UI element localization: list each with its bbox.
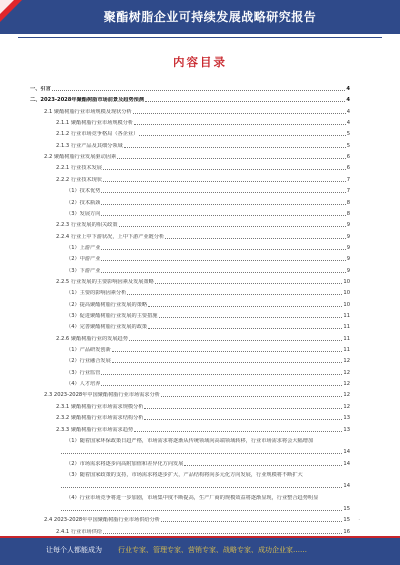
toc-page-number: 8 xyxy=(346,210,350,217)
toc-entry[interactable] xyxy=(56,165,350,171)
toc-entry[interactable] xyxy=(44,154,350,160)
toc-page-number: 12 xyxy=(343,358,350,365)
toc-leader-dots xyxy=(144,408,342,409)
toc-entry-text: （2）市场需求将逐步向高附加值和差异化方向发展 xyxy=(66,460,184,467)
toc-entry[interactable] xyxy=(44,109,350,115)
toc-entry-text: （4）人才培养 xyxy=(66,381,101,388)
white-corner-accent xyxy=(0,0,14,14)
toc-page-number: 9 xyxy=(346,267,350,274)
toc-entry[interactable] xyxy=(66,324,350,330)
toc-page-number: 11 xyxy=(343,313,350,319)
toc-entry[interactable] xyxy=(56,143,350,149)
toc-page-number: 12 xyxy=(343,369,350,376)
toc-entry[interactable] xyxy=(66,188,350,194)
footer-bar xyxy=(0,536,400,565)
toc-leader-dots xyxy=(124,147,346,148)
toc-page-number: 13 xyxy=(343,415,350,422)
toc-page-number: 14 xyxy=(343,449,350,456)
toc-entry-text: （3）随着国家政策的支持，市场需求将逐步扩大，产品结构将向多元化方向发展，行业规模将不断扩大 xyxy=(66,471,303,478)
toc-entry-text: （2）中游产业 xyxy=(66,256,101,263)
toc-leader-dots xyxy=(155,283,343,284)
toc-entry[interactable] xyxy=(66,347,350,353)
toc-page-number: 9 xyxy=(346,222,350,229)
toc-entry-text: （2）行业融合发展 xyxy=(66,358,111,365)
toc-entry[interactable] xyxy=(56,131,350,137)
toc-leader-dots xyxy=(103,169,346,170)
toc-leader-dots xyxy=(144,419,342,420)
toc-page-number: 11 xyxy=(343,324,350,331)
toc-page-number: 4 xyxy=(346,108,350,115)
toc-page-number: 15 xyxy=(343,505,350,512)
toc-entry-text: （4）行业市场竞争将进一步加剧，市场集中度不断提高，生产厂商的规模效益将逐渐显现，行业整合趋势明显 xyxy=(66,494,319,501)
toc-entry-text: 2.2.4 行业上中下游状况，上中下游产业链分析 xyxy=(56,233,165,240)
toc-leader-dots xyxy=(101,249,345,250)
toc-entry-text: 2.3.1 聚酯树脂行业市场需求规模分析 xyxy=(56,403,144,410)
header-divider xyxy=(18,37,382,38)
toc-entry[interactable] xyxy=(56,415,350,421)
toc-entry[interactable] xyxy=(60,483,350,489)
toc-entry[interactable] xyxy=(56,177,350,183)
toc-page-number: 4 xyxy=(346,86,350,92)
toc-page-number: 7 xyxy=(346,188,350,195)
toc-page-number: 7 xyxy=(346,176,350,183)
toc-leader-dots xyxy=(133,113,346,114)
toc-leader-dots xyxy=(117,158,346,159)
toc-entry[interactable] xyxy=(56,404,350,410)
toc-leader-dots xyxy=(165,238,345,239)
toc-leader-dots xyxy=(101,385,342,386)
toc-page-number: 10 xyxy=(343,290,350,297)
toc-entry-text: 2.2 聚酯树脂行业发展驱动因素 xyxy=(44,154,117,161)
toc-entry-text: 2.4.1 行业市场供给 xyxy=(56,528,102,535)
toc-page-number: 15 xyxy=(343,517,350,524)
toc-page-number: 13 xyxy=(343,426,350,433)
toc-entry[interactable] xyxy=(66,381,350,387)
toc-page-number: 16 xyxy=(343,528,350,535)
toc-entry[interactable] xyxy=(66,358,350,364)
toc-entry-text: 2.2.1 行业技术发展 xyxy=(56,165,102,172)
toc-leader-dots xyxy=(134,431,342,432)
toc-entry-text: （3）促进聚酯树脂行业发展的主要措施 xyxy=(66,313,158,319)
toc-entry[interactable] xyxy=(66,302,350,308)
toc-page-number: 8 xyxy=(346,199,350,206)
toc-entry[interactable] xyxy=(66,245,350,251)
toc-page-number: 10 xyxy=(343,278,350,285)
toc-entry-text: 2.2.2 行业技术现状 xyxy=(56,176,102,183)
toc-leader-dots xyxy=(101,260,345,261)
toc-entry-text: 2.1 聚酯树脂行业市场规模及现状分析 xyxy=(44,108,132,115)
toc-page-number: 12 xyxy=(343,403,350,410)
toc-entry-text: 2.1.3 行业产品及其细分领域 xyxy=(56,142,123,149)
toc-page-number: 9 xyxy=(346,244,350,251)
toc-entry[interactable] xyxy=(56,529,350,535)
toc-entry[interactable] xyxy=(66,461,350,467)
toc-entry-text: （1）产品研发创新 xyxy=(66,347,111,354)
toc-page-number: 12 xyxy=(343,392,350,399)
toc-entry-text: （1）主要的影响因素分析 xyxy=(66,290,127,297)
footer-slogan: 让每个人都能成为 xyxy=(46,546,102,554)
toc-page-number: 9 xyxy=(346,233,350,240)
toc-entry-text: 2.4 2023-2028年中国聚酯树脂行业市场供给分析 xyxy=(44,517,160,524)
toc-leader-dots xyxy=(61,510,342,511)
toc-entry[interactable] xyxy=(30,97,350,103)
page-corner-mark: . xyxy=(358,516,360,522)
toc-entry-text: （1）上游产业 xyxy=(66,244,101,251)
toc-entry[interactable] xyxy=(56,222,350,228)
toc-leader-dots xyxy=(129,340,342,341)
toc-entry-text: 2.2.3 行业发展的相关政策 xyxy=(56,222,118,229)
toc-entry[interactable] xyxy=(66,200,350,206)
toc-entry-text: 2.3 2023-2028年中国聚酯树脂行业市场需求分析 xyxy=(44,392,160,399)
toc-page-number: 11 xyxy=(343,335,350,342)
toc-entry[interactable] xyxy=(56,234,350,240)
toc-leader-dots xyxy=(101,374,342,375)
toc-leader-dots xyxy=(145,101,345,102)
toc-leader-dots xyxy=(159,317,343,318)
toc-entry-text: （3）下游产业 xyxy=(66,267,101,274)
toc-entry-text: （2）技术瓶颈 xyxy=(66,199,101,206)
toc-leader-dots xyxy=(61,487,342,488)
toc-leader-dots xyxy=(61,453,342,454)
toc-leader-dots xyxy=(134,124,346,125)
toc-entry[interactable] xyxy=(44,517,350,523)
toc-leader-dots xyxy=(127,294,342,295)
toc-leader-dots xyxy=(101,215,345,216)
toc-entry-text: 2.2.5 行业发展的主要影响因素及发展策略 xyxy=(56,278,154,285)
toc-page-number: 11 xyxy=(343,347,350,354)
toc-leader-dots xyxy=(139,135,345,136)
toc-entry-text: （1）随着国家环保政策日趋严格，市场需求将逐渐从传统领域向高端领域转移，行业市场需求将会大幅增加 xyxy=(66,437,314,444)
toc-leader-dots xyxy=(112,362,343,363)
toc-entry-text: 2.1.2 行业市场竞争格局（各企业） xyxy=(56,131,139,138)
toc-entry-text: （3）发展方向 xyxy=(66,210,101,217)
toc-entry[interactable] xyxy=(56,427,350,433)
toc-entry-text: 2.1.1 聚酯树脂行业市场规模分析 xyxy=(56,120,134,127)
toc-entry-text: （4）完善聚酯树脂行业发展的政策 xyxy=(66,324,148,331)
toc-page-number: 4 xyxy=(346,97,350,104)
toc-page-number: 5 xyxy=(346,131,350,138)
toc-page-number: 10 xyxy=(343,301,350,308)
toc-leader-dots xyxy=(148,328,342,329)
toc-entry-text: 2.3.2 聚酯树脂行业市场需求结构分析 xyxy=(56,415,144,422)
toc-entry[interactable] xyxy=(60,506,350,512)
toc-entry[interactable] xyxy=(66,370,350,376)
toc-entry[interactable] xyxy=(56,336,350,342)
toc-entry[interactable] xyxy=(56,120,350,126)
toc-entry[interactable] xyxy=(66,268,350,274)
toc-entry[interactable] xyxy=(66,313,350,319)
toc-entry-text: 2.3.3 聚酯树脂行业市场需求趋势 xyxy=(56,426,134,433)
toc-page-number: 9 xyxy=(346,256,350,263)
toc-entry[interactable] xyxy=(56,279,350,285)
toc-page-number: 6 xyxy=(346,154,350,161)
toc-entry-text: 二、2023-2028年聚酯树脂市场前景及趋势预测 xyxy=(30,97,145,104)
toc-entry-wrap[interactable] xyxy=(66,472,350,478)
toc-leader-dots xyxy=(112,351,343,352)
toc-page-number: 14 xyxy=(343,460,350,467)
toc-leader-dots xyxy=(101,204,345,205)
toc-leader-dots xyxy=(103,181,346,182)
toc-entry-wrap[interactable] xyxy=(66,495,350,501)
toc-entry[interactable] xyxy=(44,392,350,398)
toc-leader-dots xyxy=(52,90,346,91)
toc-entry-text: （3）行业监管 xyxy=(66,369,101,376)
toc-leader-dots xyxy=(161,396,342,397)
report-title: 聚酯树脂企业可持续发展战略研究报告 xyxy=(103,10,317,24)
toc-entry-wrap[interactable] xyxy=(66,438,350,444)
toc-entry[interactable] xyxy=(66,290,350,296)
toc-page-number: 14 xyxy=(343,483,350,490)
footer-accent-line xyxy=(0,536,400,538)
toc-title: 内容目录 xyxy=(173,55,227,69)
toc-entry[interactable] xyxy=(30,86,350,92)
footer-tagline: 行业专家、管理专家、营销专家、战略专家、成功企业家…… xyxy=(118,546,307,554)
toc-page-number: 5 xyxy=(346,142,350,149)
toc-leader-dots xyxy=(161,521,342,522)
toc-entry-text: 一、引言 xyxy=(30,86,51,92)
toc-leader-dots xyxy=(148,306,342,307)
toc-leader-dots xyxy=(184,465,342,466)
toc-page-number: 4 xyxy=(346,120,350,127)
report-header-bar xyxy=(0,0,400,34)
toc-entry-text: （2）提高聚酯树脂行业发展的策略 xyxy=(66,301,148,308)
toc-entry-text: （1）技术优势 xyxy=(66,188,101,195)
toc-entry-text: 2.2.6 聚酯树脂行业的发展趋势 xyxy=(56,335,128,342)
toc-entry[interactable] xyxy=(66,256,350,262)
toc-leader-dots xyxy=(101,192,345,193)
toc-leader-dots xyxy=(119,226,346,227)
toc-leader-dots xyxy=(101,272,345,273)
toc-page-number: 12 xyxy=(343,381,350,388)
toc-page-number: 6 xyxy=(346,165,350,172)
toc-entry[interactable] xyxy=(60,449,350,455)
toc-leader-dots xyxy=(103,533,342,534)
toc-entry[interactable] xyxy=(66,211,350,217)
